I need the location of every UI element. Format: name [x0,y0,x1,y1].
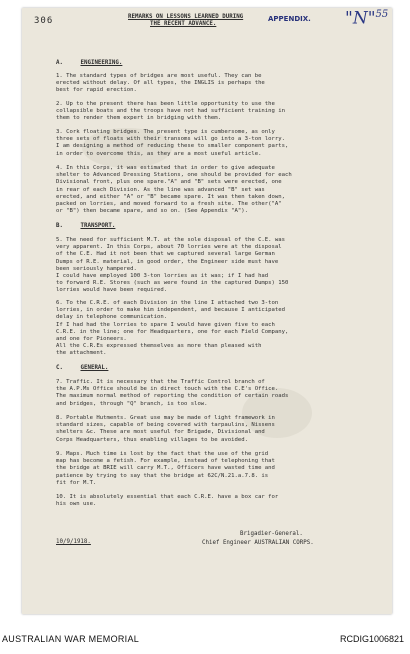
paragraph-10: 10. It is absolutely essential that each C.R.E. have a box car for his own use. [56,494,279,508]
section-title: ENGINEERING. [80,60,123,66]
paragraph-4: 4. In this Corps, it was estimated that in order to give adequate shelter to Advanced Dressing Stations, one should be provided for each Divisional front, plus one spare."A" and "B" sets were erected, one in rear of each Division. As the line was advanced "B" set was erected, and either "A" or "B" became spare. It was then taken down, packed on lorries, and moved forward to a fresh site. The other("A" or "B") then became spare, and so on. (See Appendix "A"). [56,165,292,215]
document-date: 10/9/1918. [56,539,91,545]
section-title: TRANSPORT. [80,223,116,229]
record-reference: RCDIG1006821 [339,634,404,644]
paragraph-5: 5. The need for sufficient M.T. at the sole disposal of the C.E. was very apparent. In this Corps, about 70 lorries were at the disposal of the C.E. Had it not been that we captured several large German Dumps of R.E. material, in good order, the Engineer side must have been seriously hampered. I could have employed 100 3-ton lorries as it was; if I had had to forward R.E. Stores (such as were found in the captured Dumps) 150 lorries would have been required. [56,237,289,294]
section-label: B. [56,223,63,229]
paragraph-1: 1. The standard types of bridges are most useful. They can be erected without delay. Of all types, the INGLIS is perhaps the best for rapid erection. [56,73,265,94]
signature-title: Chief Engineer AUSTRALIAN CORPS. [202,540,314,546]
handwritten-mark [345,10,388,28]
signature-rank: Brigadier-General. [240,531,303,537]
institution-name: AUSTRALIAN WAR MEMORIAL [2,634,140,644]
section-label: C. [56,365,63,371]
paragraph-2: 2. Up to the present there has been little opportunity to use the collapsible boats and the troops have not had sufficient training in them to render them expert in bridging with them. [56,101,286,122]
appendix-stamp: APPENDIX. [268,15,311,23]
paragraph-9: 9. Maps. Much time is lost by the fact that the use of the grid map has become a fetish. For example, instead of telephoning that the bridge at BRIE will carry M.T., Officers have wasted time and patience by trying to say that the bridge at 62C/N.21.a.7.8. is fit for M.T. [56,451,275,486]
section-title: GENERAL. [80,365,109,371]
paragraph-6: 6. To the C.R.E. of each Division in the line I attached two 3-ton lorries, in order to make him independent, and because I anticipated delay in telephone communication. If I had had the lorries to spare I would have given five to each C.R.E. in the line; one for Headquarters, one for each Field Company, and one for Pioneers. All the C.R.Es expressed themselves as more than pleased with the attachment. [56,300,289,357]
paragraph-3: 3. Cork floating bridges. The present type is cumbersome, as only three sets of floats with their transoms will go into a 3-ton lorry. I am designing a method of reducing these to smaller component parts, in order to overcome this, as they are a most useful article. [56,129,289,157]
section-a-heading [56,60,122,66]
section-b-heading [56,223,115,229]
document-heading: REMARKS ON LESSONS LEARNED DURING [128,14,244,20]
handwritten-letter: "N" [345,8,376,29]
paragraph-7: 7. Traffic. It is necessary that the Traffic Control branch of the A.P.Ms Office should be in direct touch with the C.E's Office. The maximum normal method of reporting the condition of certain roads and bridges, through "Q" branch, is too slow. [56,379,289,407]
document-subheading: THE RECENT ADVANCE. [150,21,217,27]
paragraph-8: 8. Portable Hutments. Great use may be made of light framework in standard sizes, capable of being covered with tarpaulins, Nissens shelters &c. These are most useful for Brigade, Divisional and Corps Headquarters, thus enabling villages to be avoided. [56,415,275,443]
section-label: A. [56,60,63,66]
handwritten-number: 55 [375,9,389,20]
section-c-heading [56,365,108,371]
page-number: 306 [34,16,54,26]
